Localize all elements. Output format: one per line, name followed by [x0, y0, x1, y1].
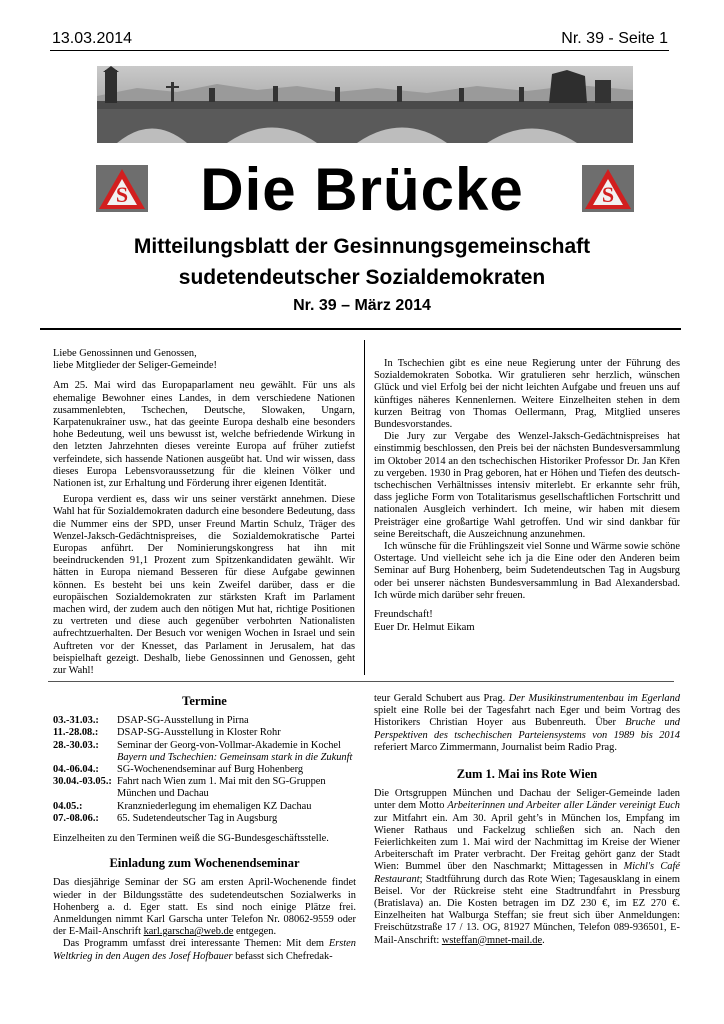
event-text	[117, 727, 356, 739]
column-divider	[364, 340, 365, 675]
svg-text:S: S	[601, 182, 615, 207]
section-divider	[48, 681, 674, 682]
header-date: 13.03.2014	[52, 30, 133, 47]
event-row	[53, 813, 356, 825]
event-date: 03.-31.03.:	[53, 715, 99, 727]
signature: Euer Dr. Helmut Eikam	[374, 622, 475, 634]
seminar-text: entgegen.	[233, 926, 277, 938]
termine-section	[53, 695, 356, 963]
sg-logo-left	[96, 165, 148, 212]
seminar-text: Das Programm umfasst drei interessante Themen: Mit dem	[63, 938, 329, 950]
seminar-body	[53, 877, 356, 962]
event-description: Seminar der Georg-von-Vollmar-Akademie in Kochel	[117, 739, 341, 751]
paragraph: Am 25. Mai wird das Europaparlament neu gewählt. Für uns als ehemalige Bewohner eines Landes, in dem verschiedene Nationen zusammenlebten, Tschechen, Deutsche, Slowaken, Ungarn, Karpatenukrainer usw., hat das geeinte Europa deshalb eine besonders hohe Bedeutung, weil uns bewusst ist, welche befriedende Wirkung in den letzten Jahrzehnten dieses vereinte Europa auf früher zutiefst verfeindete, sich hassende Nationen ausgeübt hat. Und wir wissen, dass dieses Europa Lebensvoraussetzung für die kleinen Völker und Nationen ist, zur Erhaltung und Förderung ihrer eigenen Identität.	[53, 380, 355, 490]
event-date: 11.-28.08.:	[53, 727, 99, 739]
section-title: Termine	[182, 694, 227, 708]
event-date: 07.-08.06.:	[53, 812, 99, 824]
event-date: 30.04.-03.05.:	[53, 776, 112, 788]
salutation-line-2: liebe Mitglieder der Seliger-Gemeinde!	[53, 360, 217, 372]
event-description: DSAP-SG-Ausstellung in Pirna	[117, 715, 249, 727]
event-subtitle: Bayern und Tschechien: Gemeinsam stark in die Zukunft	[117, 751, 353, 763]
event-date: 28.-30.03.:	[53, 739, 99, 751]
paragraph: Ich wünsche für die Frühlingszeit viel Sonne und Wärme sowie schöne Ostertage. Und vielleicht sehe ich ja die Eine oder den Anderen beim Seminar auf Burg Hohenberg, beim Sudetendeutschen Tag in Augsburg oder bei unserer nächsten Bundesversammlung in Bad Alexandersbad. Ich würde mich darüber sehr freuen.	[374, 541, 680, 601]
seminar-topic: Ersten Weltkrieg in den Augen des Josef Hofbauer	[53, 938, 356, 962]
newsletter-title: Die Brücke	[200, 156, 524, 223]
event-text	[117, 764, 356, 776]
event-description: Fahrt nach Wien zum 1. Mai mit den SG-Gruppen München und Dachau	[117, 776, 326, 800]
event-description: SG-Wochenendseminar auf Burg Hohenberg	[117, 764, 304, 776]
event-description: 65. Sudetendeutscher Tag in Augsburg	[117, 812, 278, 824]
svg-text:S: S	[115, 182, 129, 207]
email-link[interactable]: wsteffan@mnet-mail.de	[441, 934, 543, 946]
editorial-left-column	[53, 348, 355, 677]
event-text	[117, 776, 356, 800]
seliger-gemeinde-logo-icon	[96, 165, 148, 212]
section-title: Einladung zum Wochenendseminar	[109, 856, 300, 871]
closing: Freundschaft!	[374, 609, 433, 621]
event-row	[53, 801, 356, 813]
lower-right-column	[374, 693, 680, 947]
seminar-text: befasst sich Chefredak-	[232, 950, 333, 962]
event-row	[53, 740, 356, 764]
editorial-right-column	[374, 358, 680, 634]
may-trip-body: Die Ortsgruppen München und Dachau der Seliger-Gemeinde laden unter dem Motto Arbeiterinnen und Arbeiter aller Länder vereinigt Euch zur Mitfahrt ein. Am 30. April geht’s in München los, Empfang im Wiener Rathaus und Fackelzug schließen sich an. Nach den Feierlichkeiten zum 1. Mai wird der Nachmittag im Kreise der Wiener Arbeiterschaft im Prater verbracht. Der Freitag gehört ganz der Stadt Wien: Bummel über den Naschmarkt; Mittagessen in Michl's Café Restaurant; Stadtführung durch das Rote Wien; Tagesausklang in einem Beisel. Vor der Rückreise steht eine Stadtrundfahrt in Pressburg (Bratislava) an. Die Kosten betragen im DZ 230 €, im EZ 270 €. Einzelheiten hat Walburga Steffan; sie freut sich über Anmeldungen: Freischützstraße 17 / 13. OG, 81927 München, Telefon 089-936501, E-Mail-Anschrift: wsteffan@mnet-mail.de.	[374, 788, 681, 946]
event-description: DSAP-SG-Ausstellung in Kloster Rohr	[117, 727, 281, 739]
paragraph: Die Jury zur Vergabe des Wenzel-Jaksch-Gedächtnispreises hat einstimmig beschlossen, den Preis bei der nächsten Bundesversammlung im Oktober 2014 an den tschechischen Historiker Professor Dr. Jan Křen zu vergeben. 1930 in Prag geboren, hat er Höhen und Tiefen des deutsch-tschechischen Verhältnisses intensiv miterlebt. Er erkannte sehr früh, dass jegliche Form von Totalitarismus gesellschaftlichen Fortschritt und nationalen Ausgleich verhindert. Ich meine, wir haben mit diesem Preisträger eine großartige Wahl getroffen. Und wir sind dankbar für seine Bereitschaft, die Auszeichnung anzunehmen.	[374, 431, 680, 540]
event-text	[117, 740, 356, 764]
event-row	[53, 727, 356, 739]
paragraph: Europa verdient es, dass wir uns seiner verstärkt annehmen. Diese Wahl hat für Sozialdemokraten dadurch eine besondere Bedeutung, dass die Nummer eins der SPD, unser Freund Martin Schulz, Träger des Wenzel-Jaksch-Gedächtnispreises, die Sozialdemokratische Partei Europas anführt. Der Nominierungskongress hat ihn mit beeindruckenden 91,1 Prozent zum Spitzenkandidaten gewählt. Wir hätten in Europa niemand Besseren für diese Aufgabe gewinnen können. Es besteht bei uns kein Zweifel darüber, dass er die europäischen Sozialdemokraten zur stärksten Kraft im Parlament machen wird, der zudem auch den nötigen Mut hat, richtige Positionen zu vertreten und diese auch gegenüber verbohrten Nationalisten aufrechtzuerhalten. Der Besuch vor wenigen Wochen in Israel und sein Auftreten vor der Knesset, das Parlament in Jerusalem, hat das beispielhaft gezeigt. Deshalb, liebe Genossinnen und Genossen, geht zur Wahl!	[53, 494, 355, 677]
subtitle-line-1: Mitteilungsblatt der Gesinnungsgemeinschaft	[133, 235, 591, 258]
masthead-rule	[40, 328, 681, 330]
event-row	[53, 715, 356, 727]
event-date: 04.05.:	[53, 800, 83, 812]
bridge-banner-image	[97, 66, 633, 143]
sg-logo-right	[582, 165, 634, 212]
header-issue-page: Nr. 39 - Seite 1	[561, 30, 668, 47]
events-note: Einzelheiten zu den Terminen weiß die SG-Bundesgeschäftsstelle.	[53, 833, 329, 845]
seminar-continuation: teur Gerald Schubert aus Prag. Der Musikinstrumentenbau im Egerland spielt eine Rolle bei der Tagesfahrt nach Eger und beim Vortrag des Historikers Christian Hoyer aus Bubenreuth. Über Bruche und Perspektiven des tschechischen Parteiensystems von 1989 bis 2014 referiert Marco Zimmermann, Journalist beim Radio Prag.	[374, 693, 681, 753]
events-table	[53, 715, 356, 825]
seliger-gemeinde-logo-icon	[582, 165, 634, 212]
paragraph: In Tschechien gibt es eine neue Regierung unter der Führung des Sozialdemokraten Sobotka. Wir gratulieren sehr herzlich, wünschen Glück und viel Erfolg bei der nicht leichten Aufgabe und freuen uns auf künftiges näheres Kennenlernen. Weitere Einzelheiten stehen in dem kurzen Beitrag von Thomas Oellermann, Prag, Mitglied unseres Bundesvorstandes.	[374, 358, 680, 431]
event-date: 04.-06.04.:	[53, 764, 99, 776]
email-link[interactable]: karl.garscha@web.de	[143, 926, 234, 938]
issue-label: Nr. 39 – März 2014	[293, 297, 431, 314]
seminar-text: Das diesjährige Seminar der SG am ersten April-Wochenende findet wieder in der Bildungsstätte des sudetendeutschen Sozialwerks in Hohenberg a. d. Eger statt. Es sind noch einige Plätze frei. Anmeldungen nimmt Karl Garscha unter Telefon Nr. 08062-9559 oder der E-Mail-Anschrift	[53, 877, 356, 938]
event-text	[117, 715, 356, 727]
event-text	[117, 801, 356, 813]
header-rule	[50, 50, 669, 51]
event-row	[53, 764, 356, 776]
section-title: Zum 1. Mai ins Rote Wien	[456, 767, 598, 782]
subtitle-line-2: sudetendeutscher Sozialdemokraten	[178, 266, 546, 289]
event-text	[117, 813, 356, 825]
salutation: Liebe Genossinnen und Genossen,	[53, 348, 197, 359]
charles-bridge-illustration	[97, 66, 633, 143]
event-description: Kranzniederlegung im ehemaligen KZ Dachau	[117, 800, 312, 812]
event-row	[53, 776, 356, 800]
